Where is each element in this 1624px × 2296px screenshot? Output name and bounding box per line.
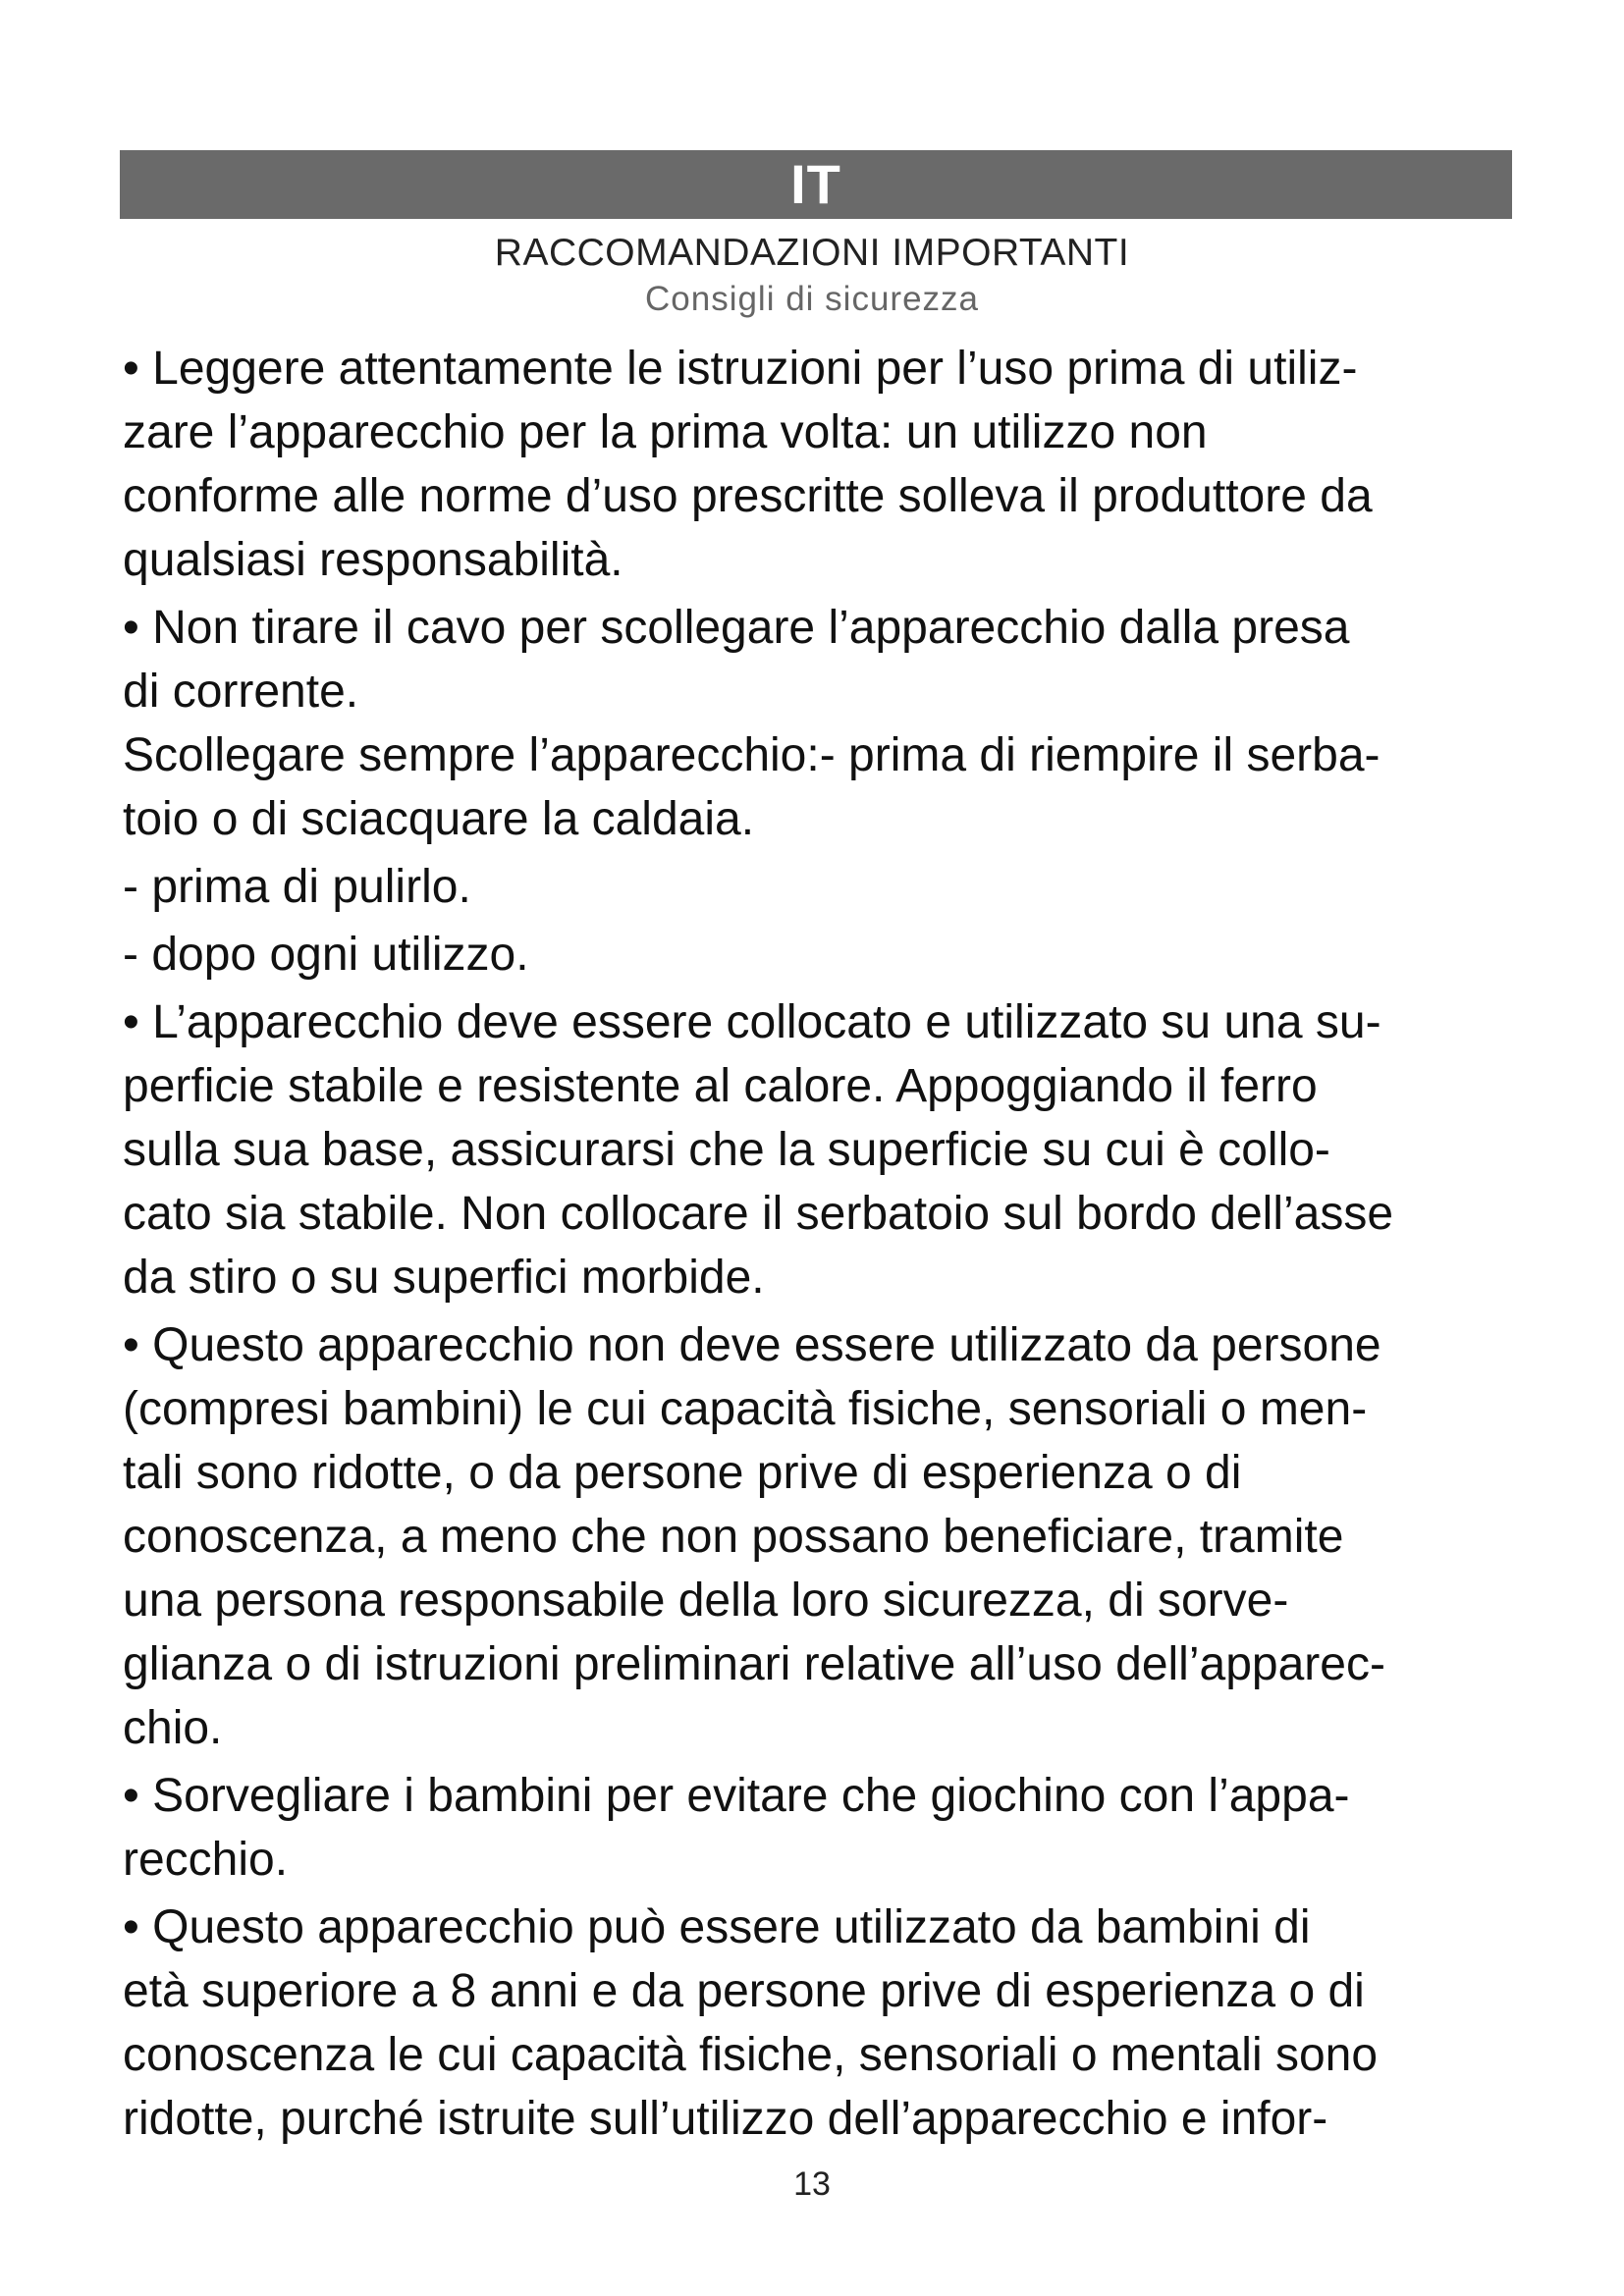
section-title: RACCOMANDAZIONI IMPORTANTI [494, 232, 1130, 274]
text-line: - prima di pulirlo. [123, 861, 471, 913]
text-line: perficie stabile e resistente al calore. Appoggiando il ferro [123, 1060, 1318, 1112]
text-line: • Questo apparecchio non deve essere utilizzato da persone [123, 1319, 1381, 1371]
text-line: tali sono ridotte, o da persone prive di esperienza o di [123, 1447, 1242, 1499]
text-line: di corrente. [123, 666, 359, 718]
language-header-bar [120, 150, 1512, 219]
text-line: • L’apparecchio deve essere collocato e utilizzato su una su- [123, 996, 1381, 1048]
text-line: conforme alle norme d’uso prescritte solleva il produttore da [123, 470, 1373, 522]
text-line: ridotte, purché istruite sull’utilizzo dell’apparecchio e infor- [123, 2093, 1328, 2145]
text-line: (compresi bambini) le cui capacità fisiche, sensoriali o men- [123, 1383, 1368, 1435]
text-line: • Questo apparecchio può essere utilizzato da bambini di [123, 1901, 1311, 1953]
text-line: Scollegare sempre l’apparecchio:- prima di riempire il serba- [123, 729, 1380, 781]
page-number: 13 [793, 2165, 831, 2203]
body-text [123, 337, 1586, 2151]
text-line: chio. [123, 1702, 223, 1754]
text-line: • Non tirare il cavo per scollegare l’apparecchio dalla presa [123, 602, 1350, 654]
text-line: toio o di sciacquare la caldaia. [123, 793, 755, 845]
text-line: una persona responsabile della loro sicurezza, di sorve- [123, 1575, 1289, 1627]
text-line: recchio. [123, 1834, 289, 1886]
text-line: • Sorvegliare i bambini per evitare che giochino con l’appa- [123, 1770, 1350, 1822]
text-line: conoscenza le cui capacità fisiche, sensoriali o mentali sono [123, 2029, 1379, 2081]
text-line: da stiro o su superfici morbide. [123, 1252, 765, 1304]
text-line: - dopo ogni utilizzo. [123, 929, 529, 981]
text-line: glianza o di istruzioni preliminari relative all’uso dell’apparec- [123, 1638, 1385, 1690]
language-code: IT [790, 153, 841, 215]
section-subtitle: Consigli di sicurezza [644, 280, 980, 318]
text-line: conoscenza, a meno che non possano beneficiare, tramite [123, 1511, 1344, 1563]
text-line: zare l’apparecchio per la prima volta: un utilizzo non [123, 406, 1208, 458]
text-line: qualsiasi responsabilità. [123, 534, 623, 586]
text-line: età superiore a 8 anni e da persone prive di esperienza o di [123, 1965, 1365, 2017]
text-line: • Leggere attentamente le istruzioni per l’uso prima di utiliz- [123, 343, 1358, 395]
text-line: sulla sua base, assicurarsi che la superficie su cui è collo- [123, 1124, 1330, 1176]
text-line: cato sia stabile. Non collocare il serbatoio sul bordo dell’asse [123, 1188, 1394, 1240]
